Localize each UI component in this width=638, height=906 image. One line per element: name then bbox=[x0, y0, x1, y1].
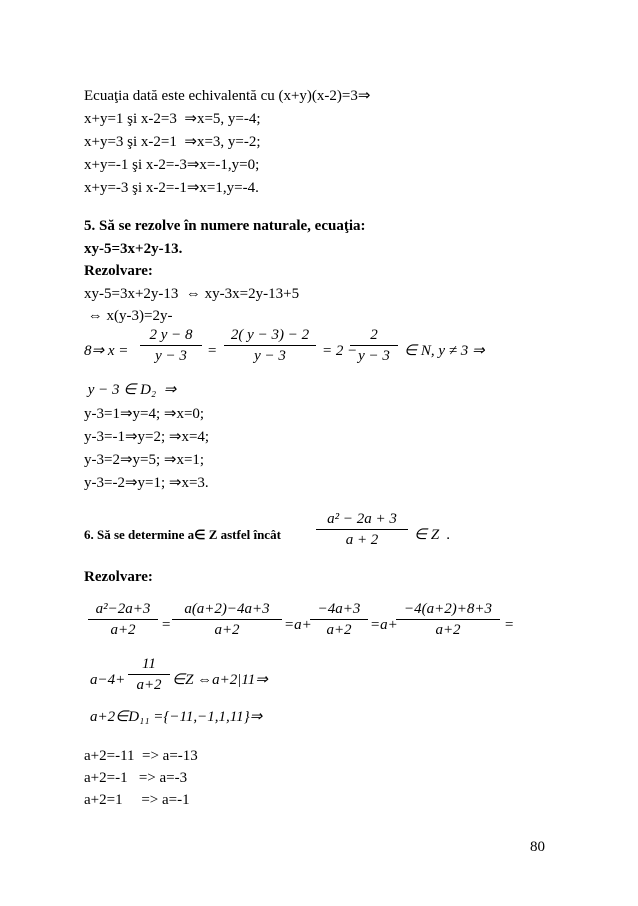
numerator: 2( y − 3) − 2 bbox=[230, 327, 310, 343]
numerator: a²−2a+3 bbox=[95, 601, 151, 617]
denominator: a+2 bbox=[110, 622, 136, 638]
text-line: y − 3 ∈ D₂ ⇒ bbox=[84, 382, 177, 398]
fraction-bar bbox=[172, 619, 282, 620]
text-line: x+y=-1 şi x-2=-3⇒x=-1,y=0; bbox=[84, 157, 260, 173]
text-line: Ecuaţia dată este echivalentă cu (x+y)(x-2)=3⇒ bbox=[84, 88, 371, 104]
fraction bbox=[88, 600, 158, 639]
text-line: y-3=2⇒y=5; ⇒x=1; bbox=[84, 452, 205, 468]
fraction-bar bbox=[88, 619, 158, 620]
numerator: a(a+2)−4a+3 bbox=[184, 601, 270, 617]
page-number: 80 bbox=[530, 839, 545, 855]
equation-part: ∈ N, y ≠ 3 ⇒ bbox=[404, 343, 485, 359]
fraction-bar bbox=[396, 619, 500, 620]
equation-part: = 2 − bbox=[322, 343, 358, 359]
text-line: x+y=1 şi x-2=3 ⇒x=5, y=-4; bbox=[84, 111, 261, 127]
fraction-bar bbox=[310, 619, 368, 620]
denominator: a + 2 bbox=[345, 532, 379, 548]
numerator: −4a+3 bbox=[317, 601, 361, 617]
numerator: a² − 2a + 3 bbox=[327, 511, 397, 527]
text-line: x+y=-3 şi x-2=-1⇒x=1,y=-4. bbox=[84, 180, 259, 196]
fraction bbox=[316, 510, 408, 549]
numerator: 11 bbox=[142, 656, 156, 672]
solution-label: Rezolvare: bbox=[84, 569, 153, 585]
fraction bbox=[350, 326, 398, 365]
text-line: y-3=1⇒y=4; ⇒x=0; bbox=[84, 406, 205, 422]
denominator: a+2 bbox=[136, 677, 162, 693]
fraction-bar bbox=[128, 674, 170, 675]
denominator: y − 3 bbox=[254, 348, 286, 364]
fraction bbox=[172, 600, 282, 639]
denominator: a+2 bbox=[214, 622, 240, 638]
text-line: ⇔ x(y-3)=2y- bbox=[84, 308, 173, 324]
equation-part: ∈Z ⇔a+2|11⇒ bbox=[172, 672, 268, 688]
problem-heading: 5. Să se rezolve în numere naturale, ecuaţia: bbox=[84, 218, 366, 234]
problem-heading: 6. Să se determine a∈ Z astfel încât bbox=[84, 527, 281, 542]
equation-part: =a+ bbox=[284, 617, 312, 633]
fraction-bar bbox=[350, 345, 398, 346]
text-line: a+2=-1 => a=-3 bbox=[84, 770, 188, 786]
denominator: y − 3 bbox=[358, 348, 390, 364]
fraction bbox=[128, 655, 170, 694]
text-line: x+y=3 şi x-2=1 ⇒x=3, y=-2; bbox=[84, 134, 261, 150]
text-line: y-3=-2⇒y=1; ⇒x=3. bbox=[84, 475, 209, 491]
denominator: a+2 bbox=[326, 622, 352, 638]
problem-equation: xy-5=3x+2y-13. bbox=[84, 241, 183, 257]
numerator: 2 bbox=[370, 327, 378, 343]
denominator: y − 3 bbox=[155, 348, 187, 364]
numerator: 2 y − 8 bbox=[149, 327, 193, 343]
solution-label: Rezolvare: bbox=[84, 263, 153, 279]
fraction bbox=[140, 326, 202, 365]
text-line: a+2=-11 => a=-13 bbox=[84, 748, 198, 764]
fraction bbox=[310, 600, 368, 639]
fraction-bar bbox=[224, 345, 316, 346]
numerator: −4(a+2)+8+3 bbox=[404, 601, 492, 617]
equation-part: = bbox=[504, 617, 515, 633]
fraction bbox=[396, 600, 500, 639]
text-line: xy-5=3x+2y-13 ⇔ xy-3x=2y-13+5 bbox=[84, 286, 300, 302]
equation-part: = bbox=[161, 617, 172, 633]
fraction-bar bbox=[140, 345, 202, 346]
equation-part: a−4+ bbox=[90, 672, 126, 688]
text-line: y-3=-1⇒y=2; ⇒x=4; bbox=[84, 429, 210, 445]
equation-part: ∈ Z . bbox=[414, 527, 451, 543]
denominator: a+2 bbox=[435, 622, 461, 638]
text-line: a+2=1 => a=-1 bbox=[84, 792, 190, 808]
equation-part: 8⇒ x = bbox=[84, 343, 129, 359]
equation-part: a+2∈D₁₁ ={−11,−1,1,11}⇒ bbox=[90, 709, 263, 725]
fraction-bar bbox=[316, 529, 408, 530]
fraction bbox=[224, 326, 316, 365]
equation-part: =a+ bbox=[370, 617, 398, 633]
equation-part: = bbox=[207, 343, 218, 359]
